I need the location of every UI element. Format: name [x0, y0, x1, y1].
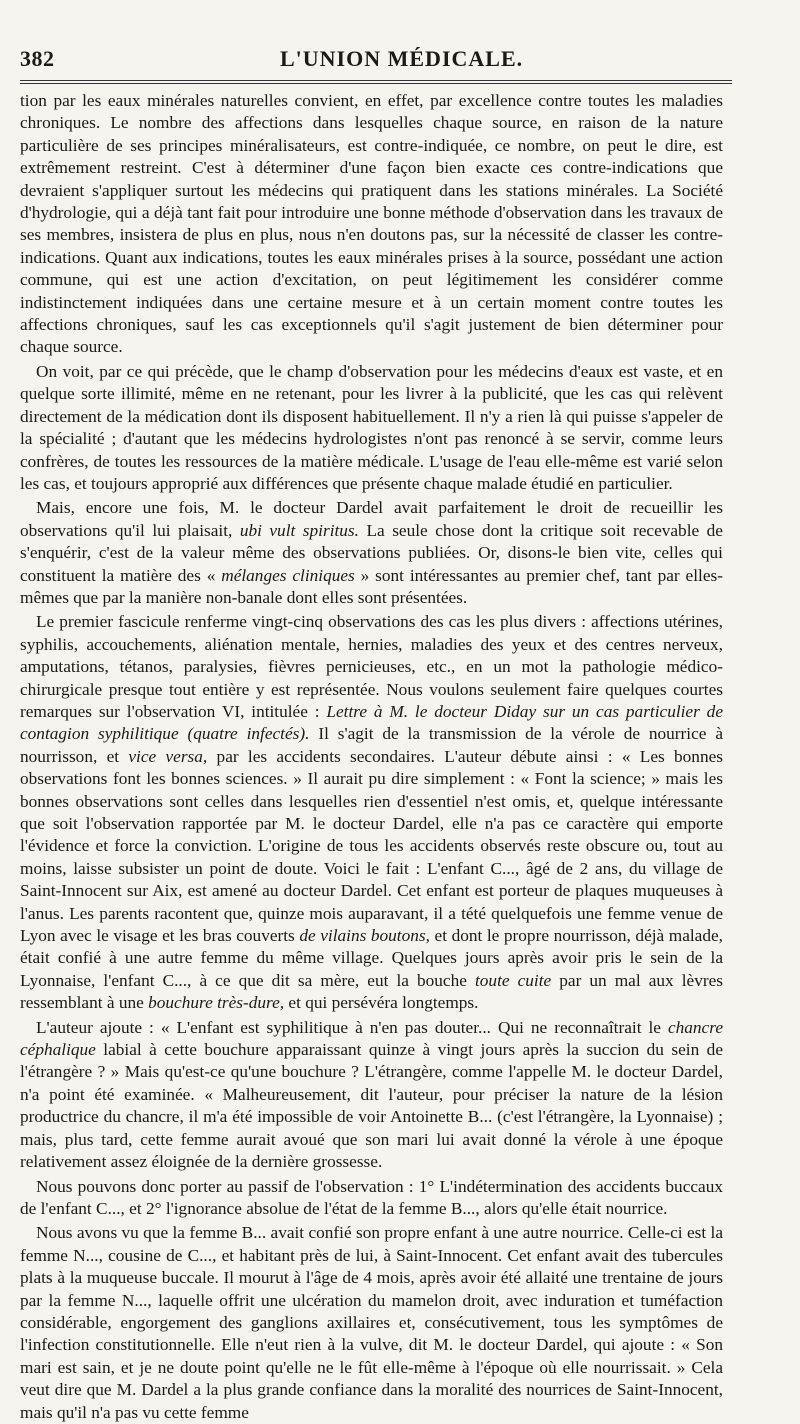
header-rule-double — [20, 83, 732, 84]
italic-phrase: ubi vult spiritus. — [239, 520, 359, 540]
paragraph-text: Le premier fascicule renferme vingt-cinq observations des cas les plus divers : affections utérines, syphilis, accouchements, aliénation mentale, hernies, maladies des yeux et des centres nerveux, amputations, tétanos, paralysies, fièvres pernicieuses, etc., en un mot la pathologie médico-chirurgicale presque tout entière y est représentée. Nous voulons seulement faire quelques courtes remarques sur l'observation VI, intitulée : — [20, 612, 723, 721]
paragraph-text: L'auteur ajoute : « L'enfant est syphilitique à n'en pas douter... Qui ne reconnaîtrait le — [36, 1017, 668, 1037]
paragraph-text: Il s'agit de la transmission de la vérole de nourrice à nourrisson, et — [20, 724, 723, 766]
paragraph — [20, 90, 723, 359]
paragraph-text: Mais, encore une fois, M. le docteur Dardel avait parfaitement le droit de recueillir les observations qu'il lui plaisait, — [20, 498, 723, 540]
italic-phrase: vice versa, — [128, 746, 208, 766]
paragraph-text: labial à cette bouchure apparaissant quinze à vingt jours après la succion du sein de l'étrangère ? » Mais qu'est-ce qu'une bouchure ? L'étrangère, comme l'appelle M. le docteur Dardel, n'a point été examinée. « Malheureusement, dit l'auteur, pour préciser la nature de la lésion productrice du chancre, il m'a été impossible de voir Antoinette B... (c'est l'étrangère, la Lyonnaise) ; mais, plus tard, cette femme aurait avoué que son mari lui avait donné la vérole à une époque relativement assez éloignée de la dernière grossesse. — [20, 1040, 723, 1172]
paragraph-text: » sont intéressantes au premier chef, tant par elles-mêmes que par la manière non-banale dont elles sont présentées. — [20, 565, 723, 607]
italic-phrase: chancre céphalique — [20, 1017, 723, 1060]
italic-phrase: mélanges cliniques — [221, 565, 355, 585]
page-header — [20, 44, 742, 78]
italic-phrase: de vilains boutons, — [299, 926, 430, 946]
paragraph — [20, 611, 723, 1014]
paragraph — [20, 1222, 723, 1424]
journal-title: L'UNION MÉDICALE. — [280, 46, 524, 71]
article-body — [20, 90, 723, 1424]
italic-phrase: toute cuite — [474, 970, 552, 990]
paragraph-text: La seule chose dont la critique soit recevable de s'enquérir, c'est de la valeur même des observations publiées. Or, disons-le bien vite, celles qui constituent la matière des « — [20, 520, 723, 585]
paragraph-text: Nous pouvons donc porter au passif de l'observation : 1° L'indétermination des accidents buccaux de l'enfant C..., et 2° l'ignorance absolue de l'état de la femme B..., alors qu'elle était nourrice. — [20, 1176, 723, 1218]
paragraph-text: et qui persévéra longtemps. — [284, 993, 479, 1013]
paragraph-text: par un mal aux lèvres ressemblant à une — [20, 970, 723, 1013]
italic-phrase: Lettre à M. le docteur Diday sur un cas particulier de contagion syphilitique (quatre infectés). — [20, 701, 723, 744]
paragraph — [20, 497, 723, 609]
page-number: 382 — [20, 46, 55, 71]
paragraph-text: par les accidents secondaires. L'auteur débute ainsi : « Les bonnes observations font les bonnes sciences. » Il aurait pu dire simplement : « Font la science; » mais les bonnes observations sont celles dans lesquelles rien d'essentiel n'est omis, et, quelque intéressante que soit l'observation rapportée par M. le docteur Dardel, elle n'a pas ce caractère qui emporte l'évidence et force la conviction. L'origine de tous les accidents observés reste obscure ou, tout au moins, laisse subsister un point de doute. Voici le fait : L'enfant C..., âgé de 2 ans, du village de Saint-Innocent sur Aix, est amené au docteur Dardel. Cet enfant est porteur de plaques muqueuses à l'anus. Les parents racontent que, quinze mois auparavant, il a tété quelquefois une femme venue de Lyon avec le visage et les bras couverts — [20, 746, 723, 946]
paragraph-text: tion par les eaux minérales naturelles convient, en effet, par excellence contre toutes les maladies chroniques. Le nombre des affections dans lesquelles chaque source, en raison de la nature particulière de ses principes minéralisateurs, est contre-indiquée, ce nombre, on peut le dire, est extrêmement restreint. C'est à déterminer d'une façon bien exacte ces contre-indications que devraient s'appliquer surtout les médecins qui pratiquent dans les stations minérales. La Société d'hydrologie, qui a déjà tant fait pour introduire une bonne méthode d'observation dans les travaux de ses membres, insistera de plus en plus, nous n'en doutons pas, sur la nécessité de classer les contre-indications. Quant aux indications, toutes les eaux minérales prises à la source, possédant une action commune, qui est une action d'excitation, on peut légitimement les considérer comme indistinctement indiquées dans une certaine mesure et à un certain moment contre toutes les affections chroniques, sauf les cas exceptionnels qu'il s'agit justement de bien déterminer pour chaque source. — [20, 91, 723, 357]
italic-phrase: bouchure très-dure, — [148, 993, 285, 1013]
paragraph-text: Nous avons vu que la femme B... avait confié son propre enfant à une autre nourrice. Celle-ci est la femme N..., cousine de C..., et habitant près de lui, à Saint-Innocent. Cet enfant avait des tubercules plats à la muqueuse buccale. Il mourut à l'âge de 4 mois, après avoir été allaité une trentaine de jours par la femme N..., laquelle offrit une ulcération du mamelon droit, avec induration et tuméfaction considérable, engorgement des ganglions axillaires et, consécutivement, tous les symptômes de l'infection constitutionnelle. Elle n'eut rien à la vulve, dit M. le docteur Dardel, qui ajoute : « Son mari est sain, et je ne doute point qu'elle ne le fût elle-même à l'époque où elle nourrissait. » Cela veut dire que M. Dardel a la plus grande confiance dans la moralité des nourrices de Saint-Innocent, mais qu'il n'a pas vu cette femme — [20, 1223, 723, 1422]
paragraph — [20, 361, 723, 495]
paragraph — [20, 1017, 723, 1174]
header-rule — [20, 80, 732, 81]
paragraph-text: et dont le propre nourrisson, déjà malade, était confié à une autre femme du même village. Quelques jours après avoir pris le sein de la Lyonnaise, l'enfant C..., à ce que dit sa mère, eut la bouche — [20, 926, 723, 990]
paragraph — [20, 1176, 723, 1221]
paragraph-text: On voit, par ce qui précède, que le champ d'observation pour les médecins d'eaux est vaste, et en quelque sorte illimité, même en ne retenant, pour les livrer à la publicité, que les cas qui relèvent directement de la médication dont ils disposent habituellement. Il n'y a rien là qui puisse s'appeler de la spécialité ; d'autant que les médecins hydrologistes n'ont pas renoncé à se servir, comme leurs confrères, de toutes les ressources de la matière médicale. L'usage de l'eau elle-même est varié selon les cas, et toujours approprié aux différences que présente chaque malade étudié en particulier. — [20, 361, 723, 493]
